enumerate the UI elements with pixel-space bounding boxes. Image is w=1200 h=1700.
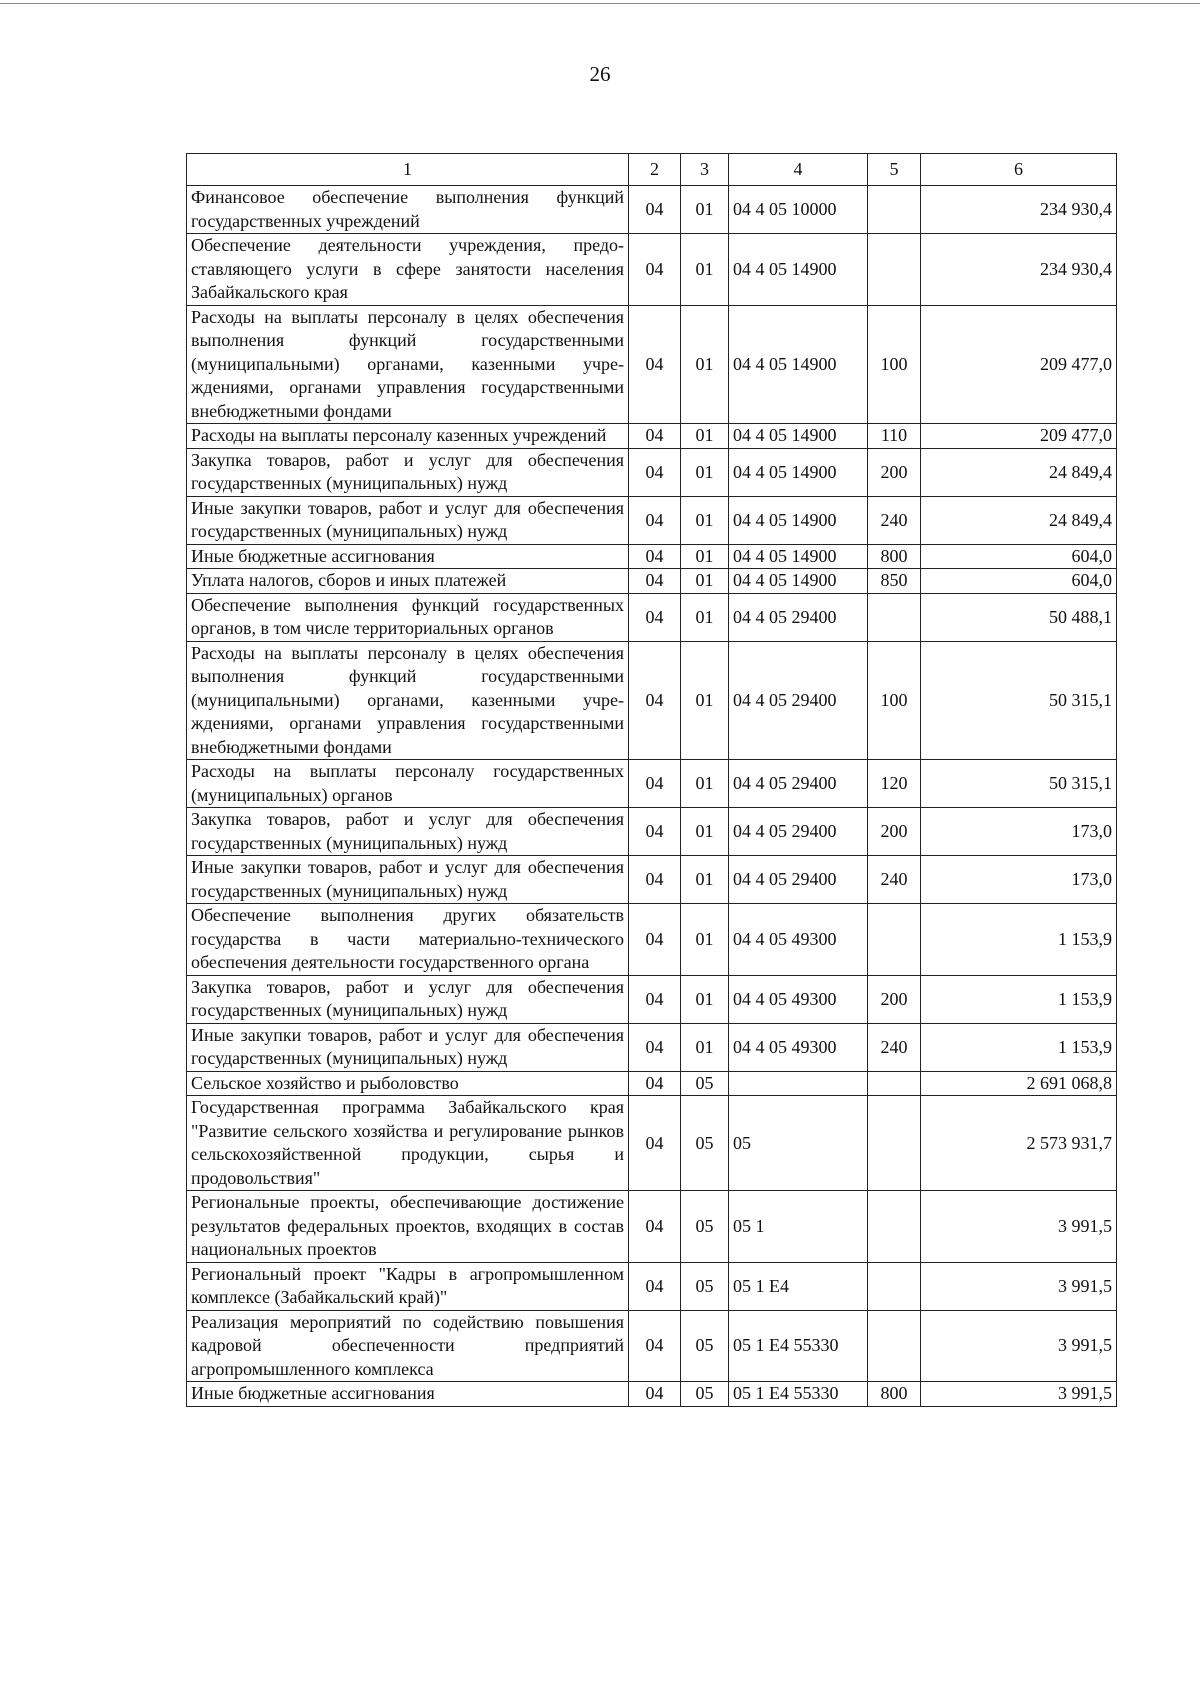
subsection-code: 01 xyxy=(681,448,729,496)
column-header: 2 xyxy=(629,154,681,186)
target-article-code: 04 4 05 49300 xyxy=(729,1023,868,1071)
amount: 209 477,0 xyxy=(921,424,1117,449)
table-row xyxy=(187,186,1117,234)
amount: 604,0 xyxy=(921,544,1117,569)
subsection-code: 05 xyxy=(681,1071,729,1096)
target-article-code xyxy=(729,1071,868,1096)
table-row xyxy=(187,856,1117,904)
section-code: 04 xyxy=(629,496,681,544)
amount: 50 488,1 xyxy=(921,593,1117,641)
section-code: 04 xyxy=(629,760,681,808)
target-article-code: 04 4 05 49300 xyxy=(729,904,868,976)
section-code: 04 xyxy=(629,808,681,856)
table-row xyxy=(187,904,1117,976)
row-description: Иные закупки товаров, работ и услуг для обеспечения государственных (муниципальных) нужд xyxy=(187,856,629,904)
amount: 1 153,9 xyxy=(921,975,1117,1023)
table-row xyxy=(187,305,1117,424)
table-row xyxy=(187,1191,1117,1263)
table-row xyxy=(187,1262,1117,1310)
expense-type-code: 800 xyxy=(868,544,921,569)
amount: 234 930,4 xyxy=(921,186,1117,234)
row-description: Обеспечение выполнения других обязательств государства в части материально-технического обеспечения деятельности государственного органа xyxy=(187,904,629,976)
target-article-code: 04 4 05 49300 xyxy=(729,975,868,1023)
section-code: 04 xyxy=(629,186,681,234)
target-article-code: 04 4 05 14900 xyxy=(729,305,868,424)
table-row xyxy=(187,808,1117,856)
section-code: 04 xyxy=(629,1262,681,1310)
target-article-code: 04 4 05 29400 xyxy=(729,593,868,641)
row-description: Расходы на выплаты персоналу в целях обеспечения выполнения функций государственными (муниципальными) органами, казенными учреждениями, органами управления государственными внебюджетными фондами xyxy=(187,641,629,760)
table-row xyxy=(187,975,1117,1023)
amount: 3 991,5 xyxy=(921,1191,1117,1263)
row-description: Иные бюджетные ассигнования xyxy=(187,1382,629,1407)
row-description: Расходы на выплаты персоналу казенных учреждений xyxy=(187,424,629,449)
amount: 173,0 xyxy=(921,808,1117,856)
row-description: Иные закупки товаров, работ и услуг для обеспечения государственных (муниципальных) нужд xyxy=(187,496,629,544)
section-code: 04 xyxy=(629,1023,681,1071)
target-article-code: 04 4 05 14900 xyxy=(729,544,868,569)
subsection-code: 05 xyxy=(681,1191,729,1263)
target-article-code: 05 xyxy=(729,1096,868,1191)
amount: 1 153,9 xyxy=(921,904,1117,976)
subsection-code: 01 xyxy=(681,1023,729,1071)
table-row xyxy=(187,424,1117,449)
row-description: Реализация мероприятий по содействию повышения кадровой обеспеченности предприятий агропромышленного комплекса xyxy=(187,1310,629,1382)
subsection-code: 01 xyxy=(681,305,729,424)
subsection-code: 01 xyxy=(681,593,729,641)
amount: 24 849,4 xyxy=(921,496,1117,544)
row-description: Сельское хозяйство и рыболовство xyxy=(187,1071,629,1096)
column-header: 1 xyxy=(187,154,629,186)
row-description: Обеспечение деятельности учреждения, предоставляющего услуги в сфере занятости населения Забайкальского края xyxy=(187,234,629,306)
target-article-code: 04 4 05 14900 xyxy=(729,448,868,496)
target-article-code: 04 4 05 29400 xyxy=(729,808,868,856)
subsection-code: 01 xyxy=(681,234,729,306)
subsection-code: 01 xyxy=(681,641,729,760)
table-row xyxy=(187,760,1117,808)
amount: 209 477,0 xyxy=(921,305,1117,424)
subsection-code: 05 xyxy=(681,1382,729,1407)
budget-table xyxy=(186,153,1117,1407)
row-description: Обеспечение выполнения функций государственных органов, в том числе территориальных органов xyxy=(187,593,629,641)
section-code: 04 xyxy=(629,904,681,976)
amount: 50 315,1 xyxy=(921,641,1117,760)
subsection-code: 01 xyxy=(681,186,729,234)
expense-type-code: 200 xyxy=(868,808,921,856)
row-description: Финансовое обеспечение выполнения функций государственных учреждений xyxy=(187,186,629,234)
section-code: 04 xyxy=(629,569,681,594)
amount: 3 991,5 xyxy=(921,1382,1117,1407)
header-row xyxy=(187,154,1117,186)
subsection-code: 01 xyxy=(681,904,729,976)
section-code: 04 xyxy=(629,975,681,1023)
row-description: Иные закупки товаров, работ и услуг для обеспечения государственных (муниципальных) нужд xyxy=(187,1023,629,1071)
subsection-code: 05 xyxy=(681,1310,729,1382)
target-article-code: 04 4 05 14900 xyxy=(729,569,868,594)
target-article-code: 04 4 05 29400 xyxy=(729,856,868,904)
table-row xyxy=(187,234,1117,306)
amount: 3 991,5 xyxy=(921,1262,1117,1310)
page-top-border xyxy=(0,3,1200,4)
row-description: Иные бюджетные ассигнования xyxy=(187,544,629,569)
subsection-code: 01 xyxy=(681,544,729,569)
amount: 2 691 068,8 xyxy=(921,1071,1117,1096)
section-code: 04 xyxy=(629,305,681,424)
row-description: Закупка товаров, работ и услуг для обеспечения государственных (муниципальных) нужд xyxy=(187,448,629,496)
page-number: 26 xyxy=(589,62,611,86)
subsection-code: 01 xyxy=(681,496,729,544)
table-row xyxy=(187,1023,1117,1071)
column-header: 5 xyxy=(868,154,921,186)
amount: 2 573 931,7 xyxy=(921,1096,1117,1191)
row-description: Региональные проекты, обеспечивающие достижение результатов федеральных проектов, входящих в состав национальных проектов xyxy=(187,1191,629,1263)
table-row xyxy=(187,1096,1117,1191)
target-article-code: 05 1 E4 55330 xyxy=(729,1310,868,1382)
expense-type-code: 200 xyxy=(868,448,921,496)
amount: 50 315,1 xyxy=(921,760,1117,808)
row-description: Закупка товаров, работ и услуг для обеспечения государственных (муниципальных) нужд xyxy=(187,808,629,856)
table-row xyxy=(187,593,1117,641)
subsection-code: 05 xyxy=(681,1096,729,1191)
target-article-code: 04 4 05 10000 xyxy=(729,186,868,234)
expense-type-code: 100 xyxy=(868,305,921,424)
section-code: 04 xyxy=(629,424,681,449)
expense-type-code xyxy=(868,593,921,641)
table-row xyxy=(187,1071,1117,1096)
column-header: 3 xyxy=(681,154,729,186)
table-row xyxy=(187,496,1117,544)
expense-type-code: 200 xyxy=(868,975,921,1023)
section-code: 04 xyxy=(629,593,681,641)
section-code: 04 xyxy=(629,1310,681,1382)
subsection-code: 01 xyxy=(681,424,729,449)
section-code: 04 xyxy=(629,1382,681,1407)
subsection-code: 01 xyxy=(681,760,729,808)
section-code: 04 xyxy=(629,641,681,760)
expense-type-code: 240 xyxy=(868,496,921,544)
expense-type-code xyxy=(868,904,921,976)
expense-type-code xyxy=(868,234,921,306)
section-code: 04 xyxy=(629,234,681,306)
expense-type-code xyxy=(868,1071,921,1096)
column-header: 6 xyxy=(921,154,1117,186)
table-row xyxy=(187,544,1117,569)
amount: 604,0 xyxy=(921,569,1117,594)
section-code: 04 xyxy=(629,448,681,496)
expense-type-code: 240 xyxy=(868,856,921,904)
expense-type-code: 240 xyxy=(868,1023,921,1071)
table-row xyxy=(187,569,1117,594)
subsection-code: 05 xyxy=(681,1262,729,1310)
target-article-code: 04 4 05 29400 xyxy=(729,760,868,808)
row-description: Региональный проект "Кадры в агропромышленном комплексе (Забайкальский край)" xyxy=(187,1262,629,1310)
amount: 3 991,5 xyxy=(921,1310,1117,1382)
row-description: Расходы на выплаты персоналу государственных (муниципальных) органов xyxy=(187,760,629,808)
amount: 1 153,9 xyxy=(921,1023,1117,1071)
table-row xyxy=(187,448,1117,496)
table-row xyxy=(187,1382,1117,1407)
expense-type-code xyxy=(868,1310,921,1382)
column-header: 4 xyxy=(729,154,868,186)
amount: 173,0 xyxy=(921,856,1117,904)
target-article-code: 05 1 E4 xyxy=(729,1262,868,1310)
target-article-code: 05 1 E4 55330 xyxy=(729,1382,868,1407)
target-article-code: 04 4 05 29400 xyxy=(729,641,868,760)
section-code: 04 xyxy=(629,544,681,569)
expense-type-code: 120 xyxy=(868,760,921,808)
subsection-code: 01 xyxy=(681,569,729,594)
expense-type-code: 800 xyxy=(868,1382,921,1407)
subsection-code: 01 xyxy=(681,856,729,904)
expense-type-code: 100 xyxy=(868,641,921,760)
table-body xyxy=(187,186,1117,1407)
section-code: 04 xyxy=(629,1191,681,1263)
amount: 234 930,4 xyxy=(921,234,1117,306)
target-article-code: 04 4 05 14900 xyxy=(729,496,868,544)
row-description: Уплата налогов, сборов и иных платежей xyxy=(187,569,629,594)
expense-type-code: 110 xyxy=(868,424,921,449)
section-code: 04 xyxy=(629,1096,681,1191)
table-row xyxy=(187,641,1117,760)
row-description: Государственная программа Забайкальского края "Развитие сельского хозяйства и регулирование рынков сельскохозяйственной продукции, сырья и продовольствия" xyxy=(187,1096,629,1191)
section-code: 04 xyxy=(629,856,681,904)
subsection-code: 01 xyxy=(681,975,729,1023)
expense-type-code xyxy=(868,1096,921,1191)
target-article-code: 05 1 xyxy=(729,1191,868,1263)
expense-type-code xyxy=(868,1262,921,1310)
row-description: Расходы на выплаты персоналу в целях обеспечения выполнения функций государственными (муниципальными) органами, казенными учреждениями, органами управления государственными внебюджетными фондами xyxy=(187,305,629,424)
expense-type-code xyxy=(868,186,921,234)
target-article-code: 04 4 05 14900 xyxy=(729,234,868,306)
expense-type-code xyxy=(868,1191,921,1263)
expense-type-code: 850 xyxy=(868,569,921,594)
table-row xyxy=(187,1310,1117,1382)
subsection-code: 01 xyxy=(681,808,729,856)
section-code: 04 xyxy=(629,1071,681,1096)
row-description: Закупка товаров, работ и услуг для обеспечения государственных (муниципальных) нужд xyxy=(187,975,629,1023)
target-article-code: 04 4 05 14900 xyxy=(729,424,868,449)
amount: 24 849,4 xyxy=(921,448,1117,496)
